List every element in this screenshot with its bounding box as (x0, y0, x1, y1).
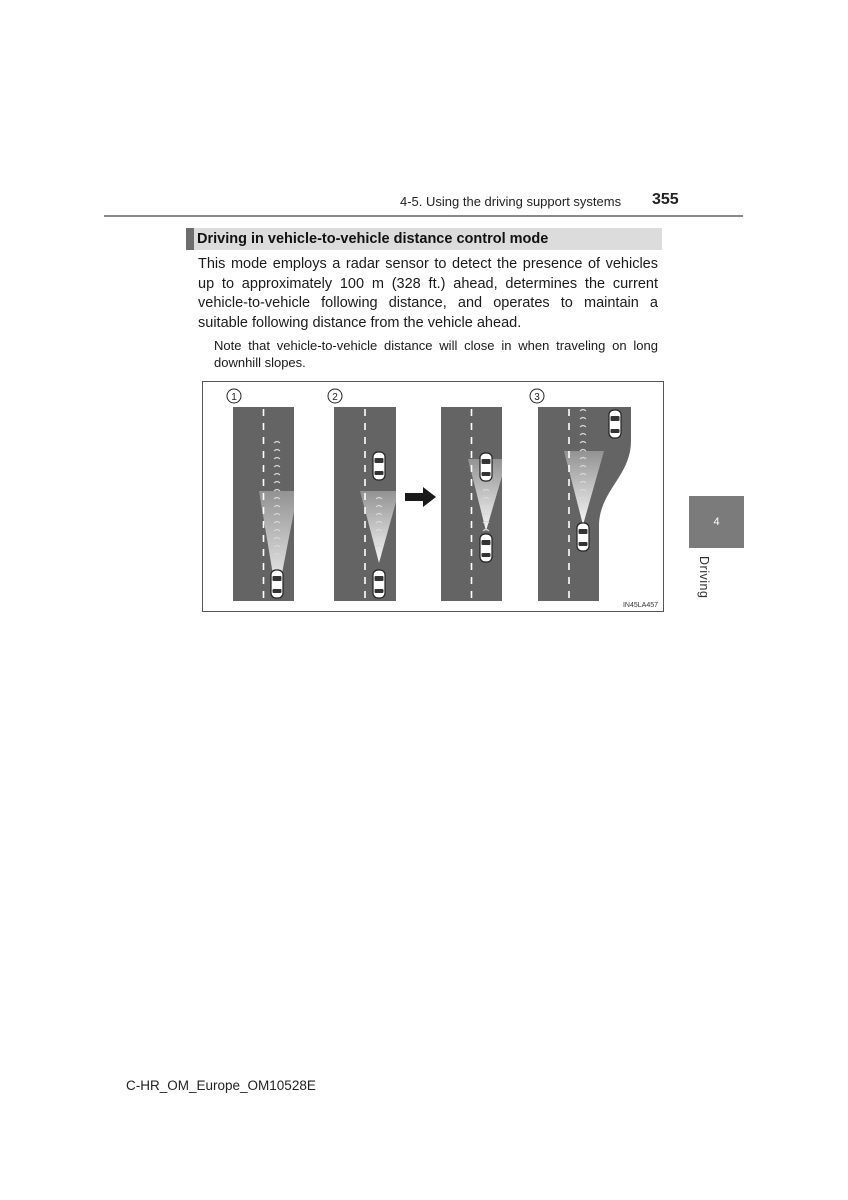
page-number: 355 (652, 191, 679, 208)
marker-3 (530, 389, 544, 403)
running-header: 4-5. Using the driving support systems (400, 194, 622, 209)
svg-text:1: 1 (231, 392, 237, 403)
vehicle-ahead-icon (373, 452, 385, 480)
own-vehicle-icon (480, 534, 492, 562)
own-vehicle-icon (577, 523, 589, 551)
marker-2 (328, 389, 342, 403)
own-vehicle-icon (271, 570, 283, 598)
road-panel-3 (441, 407, 507, 601)
chapter-label: Driving (697, 556, 711, 599)
figure-code: IN45LA457 (622, 602, 658, 609)
merging-vehicle-icon (609, 410, 621, 438)
road-panel-2 (334, 407, 399, 601)
road-panel-1 (233, 407, 298, 601)
note-paragraph: Note that vehicle-to-vehicle distance will close in when traveling on long downhill slopes. (214, 338, 658, 370)
footer-manual-code: C-HR_OM_Europe_OM10528E (126, 1078, 316, 1093)
vehicle-ahead-icon (480, 453, 492, 481)
svg-text:3: 3 (534, 392, 540, 403)
distance-control-illustration (202, 381, 664, 612)
header-divider (104, 215, 743, 217)
own-vehicle-icon (373, 570, 385, 598)
section-heading: Driving in vehicle-to-vehicle distance control mode (186, 228, 662, 250)
body-paragraph: This mode employs a radar sensor to detect the presence of vehicles up to approximately 100 m (328 ft.) ahead, determines the current vehicle-to-vehicle following distance, and operates to maintain a suitable following distance from the vehicle ahead. (198, 256, 658, 331)
marker-1 (227, 389, 241, 403)
chapter-tab (689, 496, 744, 548)
chapter-number: 4 (713, 516, 720, 528)
svg-text:2: 2 (332, 392, 338, 403)
